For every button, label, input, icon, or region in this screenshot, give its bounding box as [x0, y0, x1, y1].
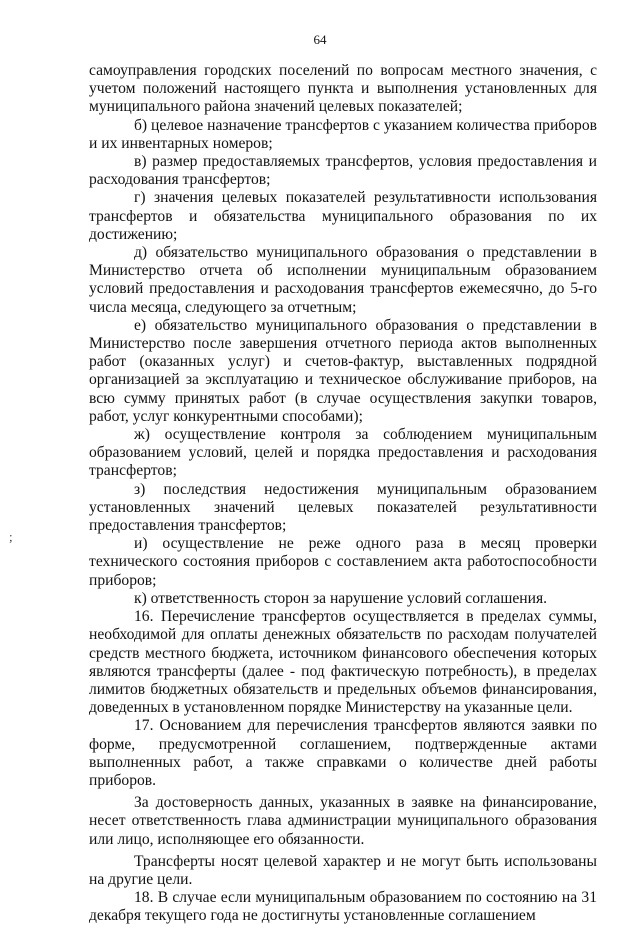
paragraph-item-g: г) значения целевых показателей результативности использования трансфертов и обязательства муниципального образования по их достижению;: [89, 189, 597, 243]
paragraph-item-k: к) ответственность сторон за нарушение условий соглашения.: [134, 589, 548, 607]
paragraph-continuation: самоуправления городских поселений по вопросам местного значения, с учетом положений настоящего пункта и выполнения установленных для муниципального района значений целевых показателей;: [89, 62, 597, 116]
paragraph-item-i: и) осуществление не реже одного раза в месяц проверки технического состояния приборов с составлением акта работоспособности приборов;: [89, 535, 597, 589]
paragraph-item-d: д) обязательство муниципального образования о представлении в Министерство отчета об исполнении муниципальным образованием условий предоставления и расходования трансфертов ежемесячно, до 5-го числа месяца, следующего за отчетным;: [89, 244, 597, 316]
paragraph-item-v: в) размер предоставляемых трансфертов, условия предоставления и расходования трансфертов;: [89, 153, 597, 189]
margin-mark: ;: [9, 529, 13, 544]
paragraph-target-use: Трансферты носят целевой характер и не могут быть использованы на другие цели.: [89, 852, 597, 888]
paragraph-responsibility: За достоверность данных, указанных в заявке на финансирование, несет ответственность глава администрации муниципального образования или лицо, исполняющее его обязанности.: [89, 794, 597, 848]
page-number: 64: [313, 32, 327, 47]
paragraph-clause-16: 16. Перечисление трансфертов осуществляется в пределах суммы, необходимой для оплаты денежных обязательств по расходам получателей средств местного бюджета, источником финансового обеспечения которых являются трансферты (далее - под фактическую потребность), в пределах лимитов бюджетных обязательств и предельных объемов финансирования, доведенных в установленном порядке Министерству на указанные цели.: [89, 608, 597, 717]
paragraph-item-b: б) целевое назначение трансфертов с указанием количества приборов и их инвентарных номеров;: [89, 116, 597, 152]
paragraph-item-e: е) обязательство муниципального образования о представлении в Министерство после завершения отчетного периода актов выполненных работ (оказанных услуг) и счетов-фактур, выставленных подрядной организацией за эксплуатацию и техническое обслуживание приборов, на всю сумму принятых работ (в случае осуществления закупки товаров, работ, услуг конкурентными способами);: [89, 316, 597, 425]
paragraph-clause-17: 17. Основанием для перечисления трансфертов являются заявки по форме, предусмотренной соглашением, подтвержденные актами выполненных работ, а также справками о количестве дней работы приборов.: [89, 717, 597, 789]
paragraph-item-z: з) последствия недостижения муниципальным образованием установленных значений целевых показателей результативности предоставления трансфертов;: [89, 480, 597, 535]
paragraph-clause-18: 18. В случае если муниципальным образованием по состоянию на 31 декабря текущего года не достигнуты установленные соглашением: [89, 889, 597, 925]
document-body: [89, 62, 597, 926]
paragraph-item-zh: ж) осуществление контроля за соблюдением муниципальным образованием условий, целей и порядка предоставления и расходования трансфертов;: [89, 426, 597, 480]
